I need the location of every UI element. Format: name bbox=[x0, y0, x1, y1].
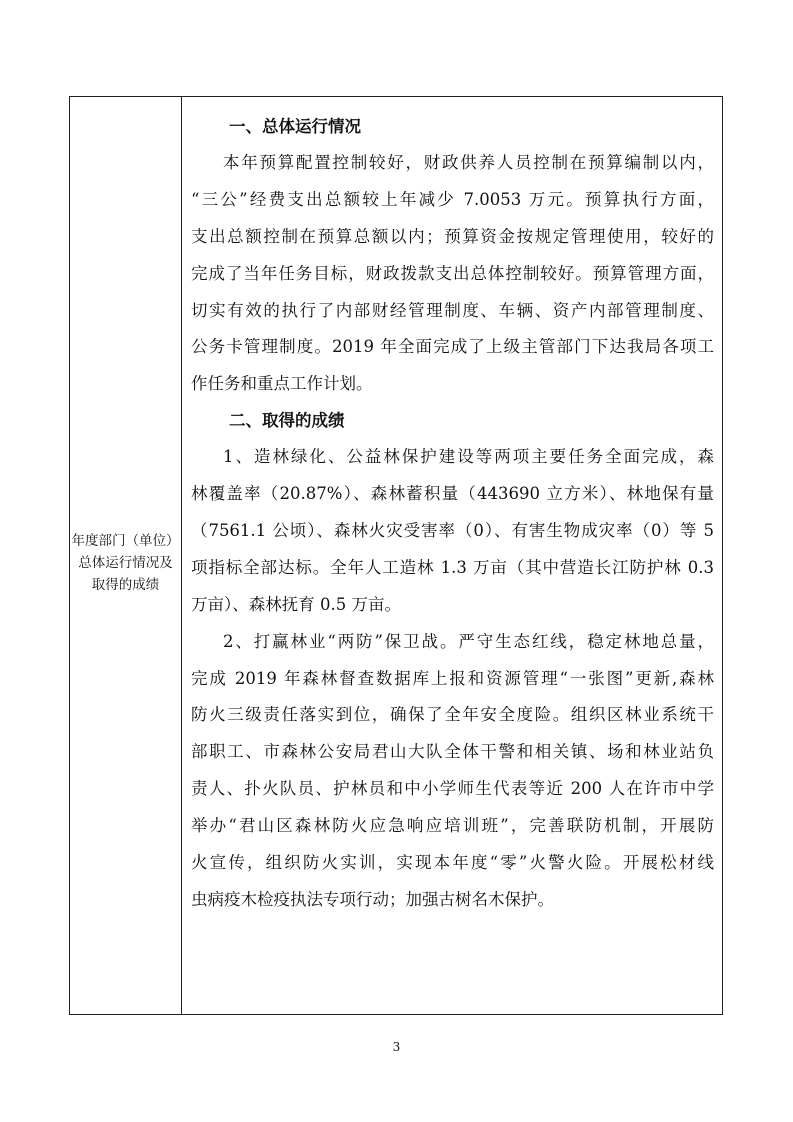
text-line: 支出总额控制在预算总额以内；预算资金按规定管理使用，较好的 bbox=[191, 226, 714, 246]
text-line: 部职工、市森林公安局君山大队全体干警和相关镇、场和林业站负 bbox=[191, 742, 714, 762]
text-line: 作任务和重点工作计划。 bbox=[191, 374, 373, 394]
section-heading-achievements: 二、取得的成绩 bbox=[229, 411, 345, 431]
text-line: 林覆盖率（20.87%）、森林蓄积量（443690 立方米）、林地保有量 bbox=[191, 484, 714, 504]
text-line: 举办“君山区森林防火应急响应培训班”，完善联防机制，开展防 bbox=[191, 816, 714, 836]
row-label bbox=[70, 530, 181, 596]
text-line: 完成 2019 年森林督查数据库上报和资源管理“一张图”更新,森林 bbox=[191, 668, 714, 688]
row-label-line: 取得的成绩 bbox=[91, 576, 160, 593]
text-line: 本年预算配置控制较好，财政供养人员控制在预算编制以内， bbox=[223, 153, 714, 172]
text-line: 万亩）、森林抚育 0.5 万亩。 bbox=[191, 594, 401, 614]
text-line: 项指标全部达标。全年人工造林 1.3 万亩（其中营造长江防护林 0.3 bbox=[191, 557, 714, 577]
text-line: 火宣传，组织防火实训，实现本年度“零”火警火险。开展松材线 bbox=[191, 853, 714, 873]
row-label-cell bbox=[70, 97, 182, 1014]
text-line: “三公”经费支出总额较上年减少 7.0053 万元。预算执行方面， bbox=[191, 189, 714, 209]
text-line: 公务卡管理制度。2019 年全面完成了上级主管部门下达我局各项工 bbox=[191, 337, 714, 357]
text-line: 虫病疫木检疫执法专项行动；加强古树名木保护。 bbox=[191, 889, 554, 909]
text-line: 防火三级责任落实到位，确保了全年安全度险。组织区林业系统干 bbox=[191, 705, 714, 725]
text-line: 完成了当年任务目标，财政拨款支出总体控制较好。预算管理方面， bbox=[191, 263, 714, 283]
section-heading-overall: 一、总体运行情况 bbox=[229, 117, 361, 136]
text-line: 1、造林绿化、公益林保护建设等两项主要任务全面完成，森 bbox=[223, 447, 714, 467]
content-cell bbox=[182, 97, 722, 1014]
row-label-line: 总体运行情况及 bbox=[78, 554, 173, 571]
page-number: 3 bbox=[392, 1040, 401, 1054]
report-table bbox=[69, 96, 723, 1015]
text-line: 2、打赢林业“两防”保卫战。严守生态红线，稳定林地总量， bbox=[223, 631, 714, 651]
text-line: 责人、扑火队员、护林员和中小学师生代表等近 200 人在许市中学 bbox=[191, 779, 714, 799]
row-label-line: 年度部门（单位） bbox=[71, 532, 180, 549]
text-line: （7561.1 公顷）、森林火灾受害率（0）、有害生物成灾率（0）等 5 bbox=[191, 521, 714, 541]
text-line: 切实有效的执行了内部财经管理制度、车辆、资产内部管理制度、 bbox=[191, 300, 714, 320]
